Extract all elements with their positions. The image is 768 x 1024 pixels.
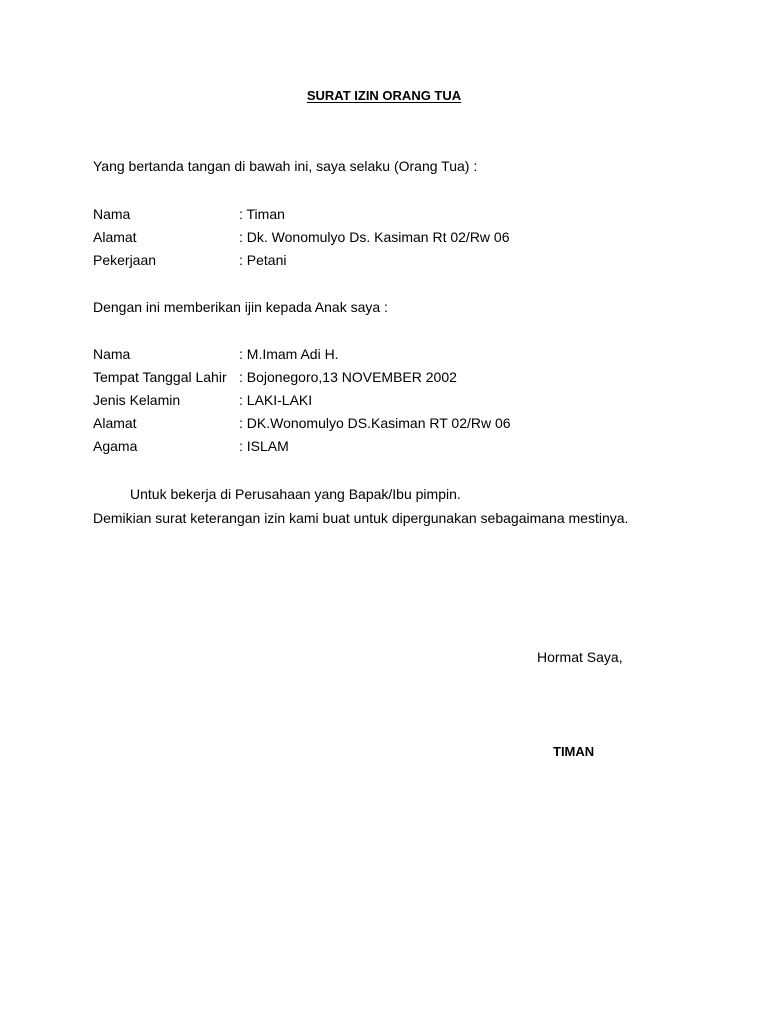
child-birth-label: Tempat Tanggal Lahir [93, 369, 227, 385]
child-gender-value: : LAKI-LAKI [239, 392, 313, 408]
signer-name: TIMAN [553, 744, 595, 759]
parent-occupation-value: : Petani [239, 252, 287, 268]
child-birth-value: : Bojonegoro,13 NOVEMBER 2002 [239, 369, 457, 385]
child-name-label: Nama [93, 346, 131, 362]
child-religion-label: Agama [93, 438, 138, 454]
purpose-text: Untuk bekerja di Perusahaan yang Bapak/Ibu pimpin. [130, 486, 461, 502]
child-name-value: : M.Imam Adi H. [239, 346, 339, 362]
document-title: SURAT IZIN ORANG TUA [306, 88, 462, 103]
parent-occupation-label: Pekerjaan [93, 252, 157, 268]
child-gender-label: Jenis Kelamin [93, 392, 181, 408]
intro-text: Yang bertanda tangan di bawah ini, saya selaku (Orang Tua) : [93, 158, 478, 174]
parent-address-label: Alamat [93, 229, 137, 245]
closing-text: Hormat Saya, [537, 649, 623, 665]
parent-name-label: Nama [93, 206, 131, 222]
child-address-value: : DK.Wonomulyo DS.Kasiman RT 02/Rw 06 [239, 415, 511, 431]
child-address-label: Alamat [93, 415, 137, 431]
child-religion-value: : ISLAM [239, 438, 289, 454]
child-intro-text: Dengan ini memberikan ijin kepada Anak saya : [93, 299, 388, 315]
parent-address-value: : Dk. Wonomulyo Ds. Kasiman Rt 02/Rw 06 [239, 229, 510, 245]
statement-text: Demikian surat keterangan izin kami buat untuk dipergunakan sebagaimana mestinya. [93, 510, 629, 526]
parent-name-value: : Timan [239, 206, 285, 222]
